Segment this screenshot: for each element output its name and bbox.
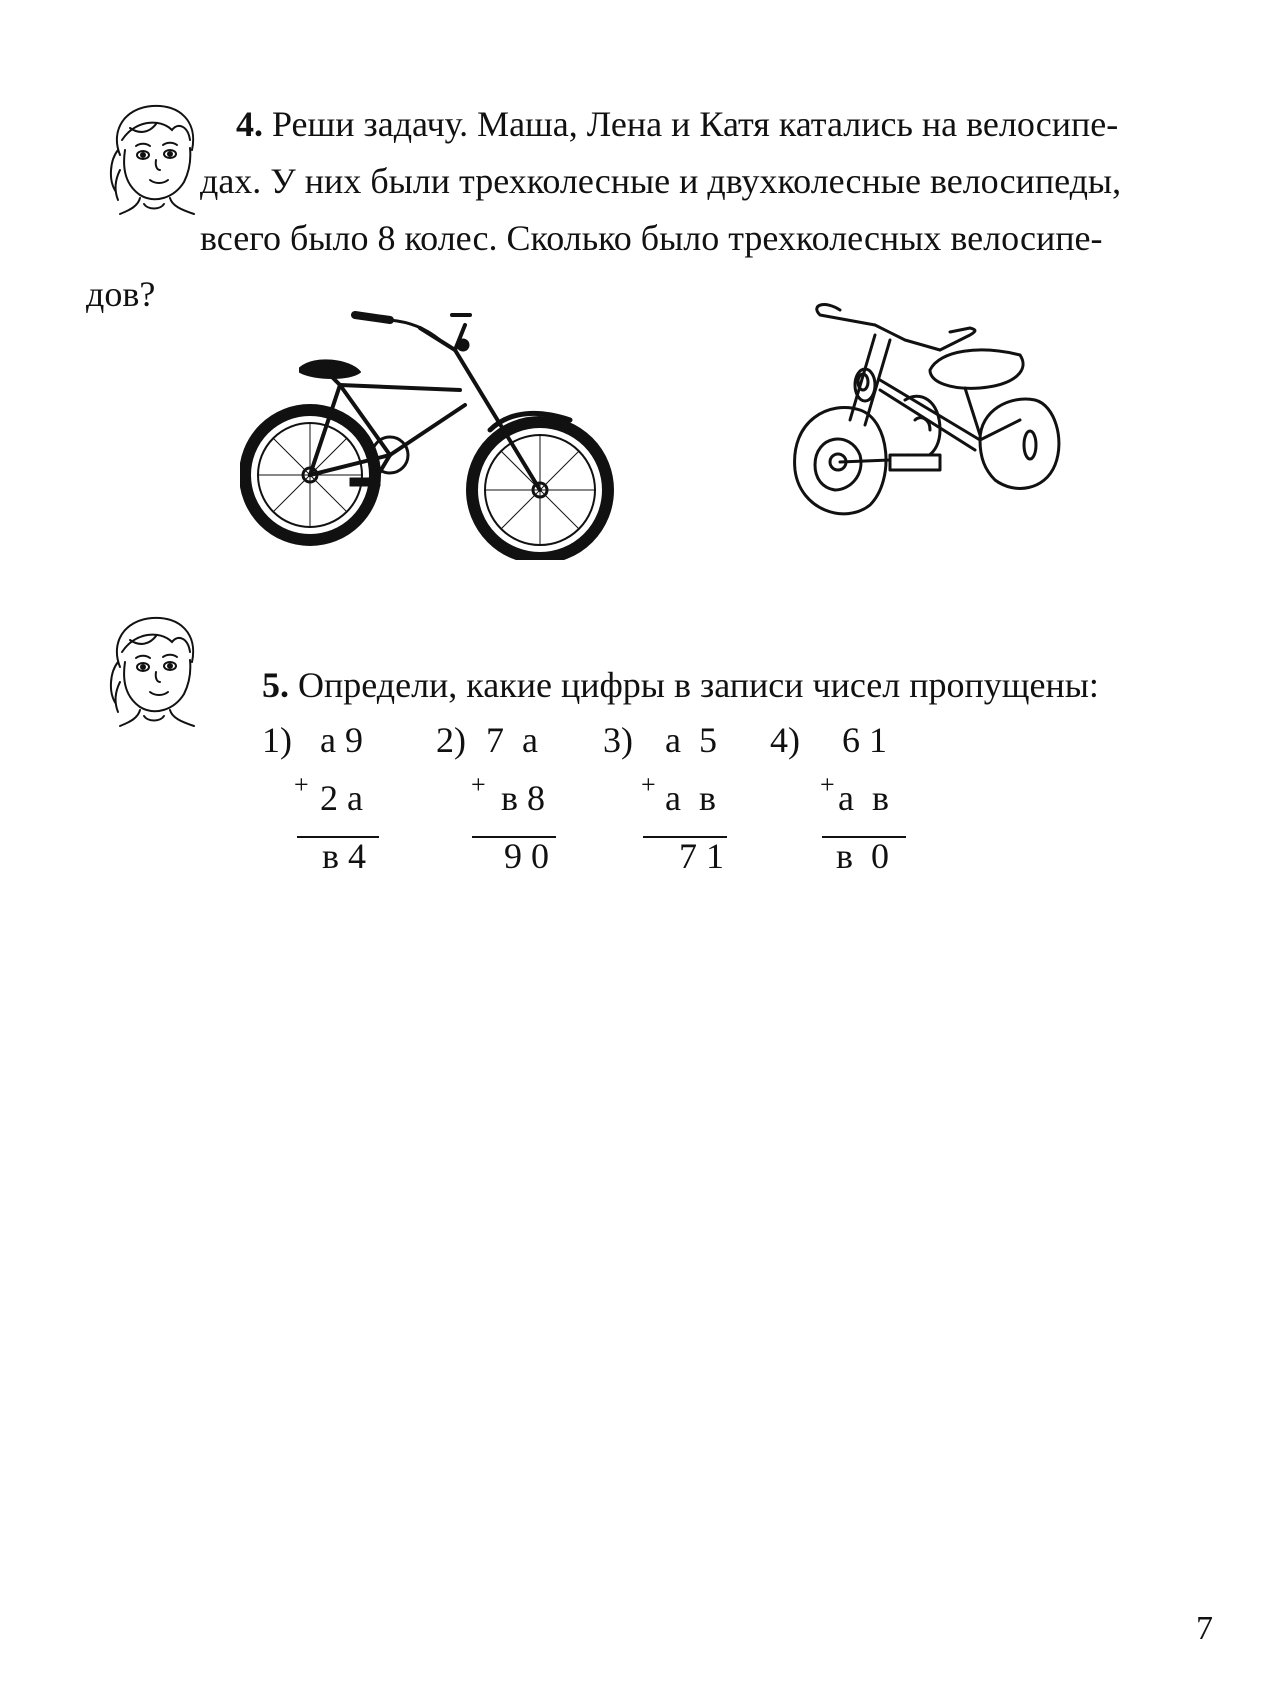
task4-number: 4.: [236, 104, 263, 144]
plus-sign: +: [641, 770, 656, 799]
problem-addend: в 8: [501, 778, 545, 818]
task4-line1: [236, 104, 1118, 144]
task5-intro-text: Определи, какие цифры в записи чисел пропущены:: [298, 665, 1099, 705]
task5-number: 5.: [262, 665, 289, 705]
problem-result: в 4: [322, 836, 366, 876]
task4-line2: дах. У них были трехколесные и двухколесные велосипеды,: [200, 161, 1122, 201]
girl-face-icon: [100, 100, 210, 220]
problem-top-number: а 9: [320, 720, 363, 760]
problem-result: в 0: [836, 836, 889, 876]
problem-addend: 2 а: [320, 778, 363, 818]
problem-label: 4): [770, 720, 800, 760]
problem-top-number: а 5: [665, 720, 717, 760]
problem-top-number: 7 а: [486, 720, 538, 760]
plus-sign: +: [820, 770, 835, 799]
plus-sign: +: [471, 770, 486, 799]
tricycle-illustration: [780, 290, 1080, 550]
problem-label: 2): [436, 720, 466, 760]
problem-addend: а в: [665, 778, 716, 818]
problem-label: 1): [262, 720, 292, 760]
girl-face-icon: [100, 612, 210, 732]
page-number: 7: [1196, 1610, 1213, 1647]
task4-text-line1: Реши задачу. Маша, Лена и Катя катались на велосипе-: [272, 104, 1119, 144]
problem-label: 3): [603, 720, 633, 760]
problem-addend: а в: [838, 778, 889, 818]
plus-sign: +: [294, 770, 309, 799]
task4-line4: дов?: [86, 274, 156, 314]
task4-line3: всего было 8 колес. Сколько было трехколесных велосипе-: [200, 218, 1103, 258]
problem-result: 9 0: [504, 836, 549, 876]
problem-result: 7 1: [679, 836, 724, 876]
problem-top-number: 6 1: [842, 720, 887, 760]
two-wheel-bicycle-illustration: [240, 310, 620, 560]
task5-intro: [262, 665, 1099, 705]
